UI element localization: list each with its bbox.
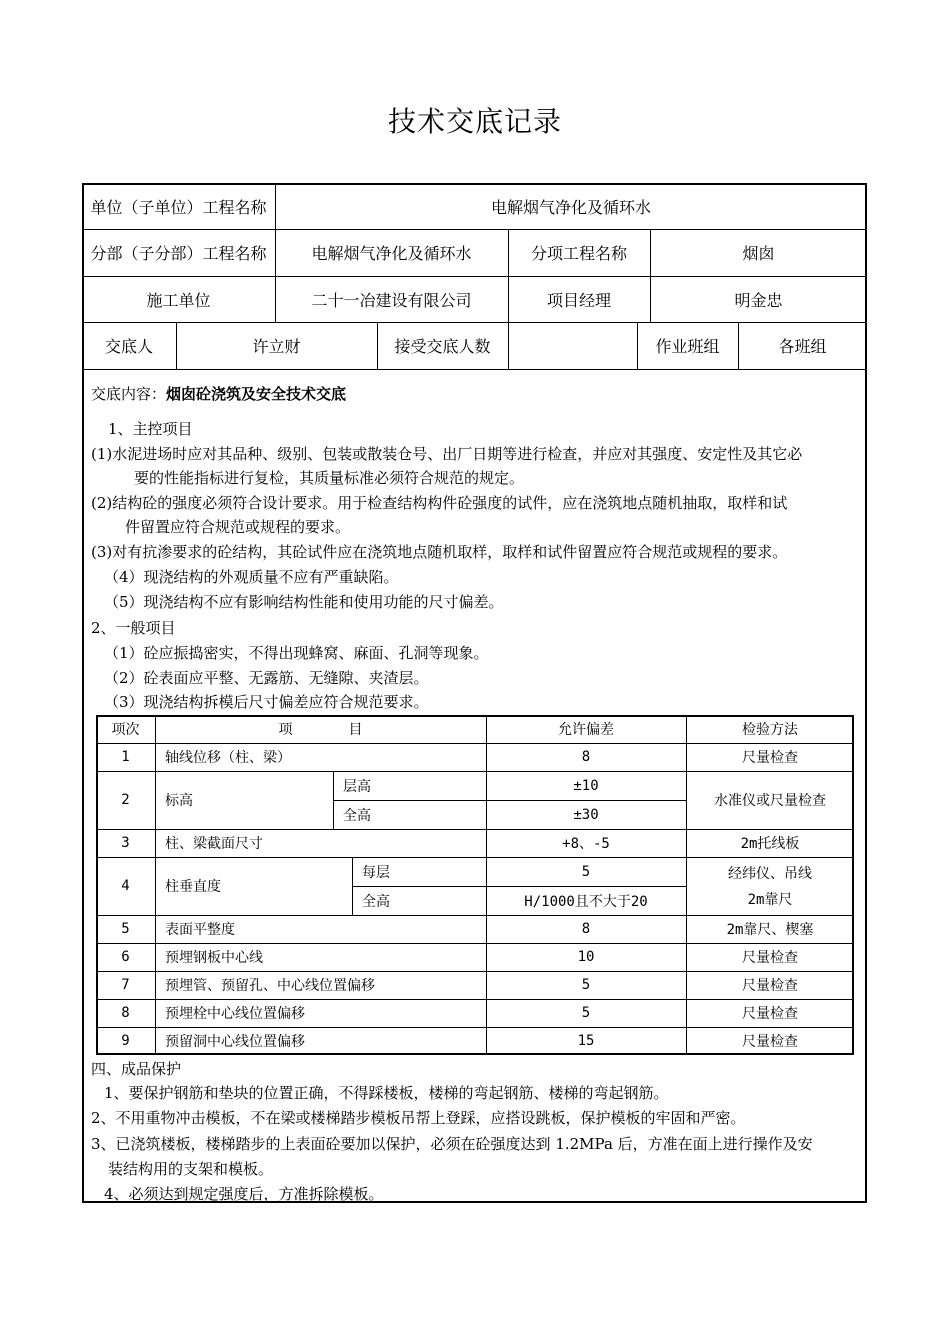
- row-method: 2m靠尺: [747, 892, 793, 908]
- recipients-label: 接受交底人数: [394, 337, 491, 356]
- row-method: 2m托线板: [740, 836, 800, 852]
- section-heading: 2、一般项目: [91, 619, 176, 637]
- row-method: 尺量检查: [742, 1006, 798, 1022]
- row-item: 轴线位移（柱、梁）: [165, 750, 291, 766]
- row-subitem: 全高: [362, 893, 390, 910]
- recipients-value: [508, 322, 637, 369]
- briefer-label: 交底人: [104, 337, 153, 356]
- unit-label: 单位（子单位）工程名称: [90, 197, 267, 217]
- row-subitem: 层高: [343, 778, 371, 795]
- row-item: 柱垂直度: [165, 879, 221, 895]
- paragraph: （1）砼应振捣密实，不得出现蜂窝、麻面、孔洞等现象。: [104, 644, 489, 662]
- row-item: 预埋栓中心线位置偏移: [165, 1006, 305, 1022]
- section-heading: 1、主控项目: [108, 420, 193, 438]
- row-item: 标高: [165, 793, 193, 809]
- row-method: 水准仪或尺量检查: [714, 793, 826, 809]
- paragraph: (2)结构砼的强度必须符合设计要求。用于检查结构构件砼强度的试件，应在浇筑地点随机抽取，取样和试: [91, 494, 788, 512]
- row-no: 6: [121, 949, 130, 965]
- section-heading: 四、成品保护: [91, 1060, 182, 1078]
- row-method: 尺量检查: [742, 1034, 798, 1050]
- paragraph: 4、必须达到规定强度后，方准拆除模板。: [104, 1185, 384, 1203]
- row-no: 3: [121, 835, 130, 851]
- divider: [82, 369, 867, 370]
- paragraph: （2）砼表面应平整、无露筋、无缝隙、夹渣层。: [104, 669, 429, 687]
- row-item: 预留洞中心线位置偏移: [165, 1034, 305, 1050]
- row-tolerance: 8: [581, 921, 591, 937]
- paragraph: 装结构用的支架和模板。: [108, 1160, 274, 1178]
- row-method: 尺量检查: [742, 750, 798, 766]
- row-no: 4: [121, 878, 130, 894]
- paragraph: （4）现浇结构的外观质量不应有严重缺陷。: [104, 568, 399, 586]
- team-value: 各班组: [778, 337, 827, 356]
- row-subitem: 每层: [362, 864, 390, 881]
- page-title: 技术交底记录: [387, 105, 562, 138]
- col-header-tolerance: 允许偏差: [558, 722, 614, 738]
- row-tolerance: +8、-5: [562, 836, 610, 852]
- row-no: 5: [121, 921, 130, 937]
- col-header-no: 项次: [111, 722, 140, 738]
- row-method: 2m靠尺、楔塞: [726, 922, 814, 938]
- paragraph: (3)对有抗渗要求的砼结构，其砼试件应在浇筑地点随机取样，取样和试件留置应符合规范或规程的要求。: [91, 543, 788, 561]
- subitem-value: 烟囱: [742, 244, 775, 263]
- row-method: 经纬仪、吊线: [728, 866, 812, 882]
- paragraph: 3、已浇筑楼板，楼梯踏步的上表面砼要加以保护，必须在砼强度达到 1.2MPa 后，方准在面上进行操作及安: [91, 1135, 813, 1153]
- row-tolerance: 5: [581, 1005, 591, 1021]
- row-tolerance: 5: [581, 863, 591, 880]
- row-item: 预埋管、预留孔、中心线位置偏移: [165, 978, 375, 994]
- col-header-item: 项 目: [278, 722, 363, 738]
- row-tolerance: 10: [577, 949, 595, 965]
- division-value: 电解烟气净化及循环水: [311, 244, 472, 263]
- row-item: 预埋钢板中心线: [165, 950, 263, 966]
- row-no: 9: [121, 1033, 130, 1049]
- col-header-method: 检验方法: [742, 722, 798, 738]
- row-no: 2: [121, 792, 130, 808]
- row-method: 尺量检查: [742, 950, 798, 966]
- paragraph: 件留置应符合规范或规程的要求。: [125, 518, 351, 536]
- row-tolerance: ±10: [573, 777, 599, 794]
- row-tolerance: ±30: [573, 806, 599, 823]
- pm-label: 项目经理: [546, 290, 611, 310]
- paragraph: 要的性能指标进行复检，其质量标准必须符合规范的规定。: [134, 469, 525, 487]
- contractor-label: 施工单位: [146, 290, 211, 310]
- row-item: 柱、梁截面尺寸: [165, 836, 263, 852]
- subitem-label: 分项工程名称: [530, 244, 627, 263]
- row-item: 表面平整度: [165, 922, 235, 938]
- row-tolerance: 5: [581, 977, 591, 993]
- paragraph: （3）现浇结构拆模后尺寸偏差应符合规范要求。: [104, 693, 429, 711]
- row-tolerance: 15: [577, 1033, 595, 1049]
- content-intro: [91, 383, 346, 404]
- unit-value: 电解烟气净化及循环水: [490, 197, 651, 217]
- row-no: 1: [121, 749, 130, 765]
- division-label: 分部（子分部）工程名称: [90, 244, 267, 263]
- row-tolerance: 8: [581, 749, 591, 765]
- row-no: 7: [121, 977, 130, 993]
- pm-value: 明金忠: [734, 290, 783, 310]
- row-method: 尺量检查: [742, 978, 798, 994]
- intro-title: 烟囱砼浇筑及安全技术交底: [166, 385, 347, 403]
- row-subitem: 全高: [343, 807, 371, 824]
- paragraph: 1、要保护钢筋和垫块的位置正确，不得踩楼板，楼梯的弯起钢筋、楼梯的弯起钢筋。: [104, 1084, 669, 1102]
- paragraph: 2、不用重物冲击模板，不在梁或楼梯踏步模板吊帮上登踩，应搭设跳板，保护模板的牢固和严密。: [91, 1109, 746, 1127]
- briefer-value: 许立财: [252, 337, 301, 356]
- paragraph: （5）现浇结构不应有影响结构性能和使用功能的尺寸偏差。: [104, 593, 504, 611]
- team-label: 作业班组: [655, 337, 720, 356]
- intro-label: 交底内容：: [91, 385, 167, 403]
- row-tolerance: H/1000且不大于20: [524, 893, 648, 910]
- row-no: 8: [121, 1005, 130, 1021]
- contractor-value: 二十一冶建设有限公司: [311, 290, 472, 310]
- paragraph: (1)水泥进场时应对其品种、级别、包装或散装仓号、出厂日期等进行检查，并应对其强度、安定性及其它必: [91, 445, 803, 463]
